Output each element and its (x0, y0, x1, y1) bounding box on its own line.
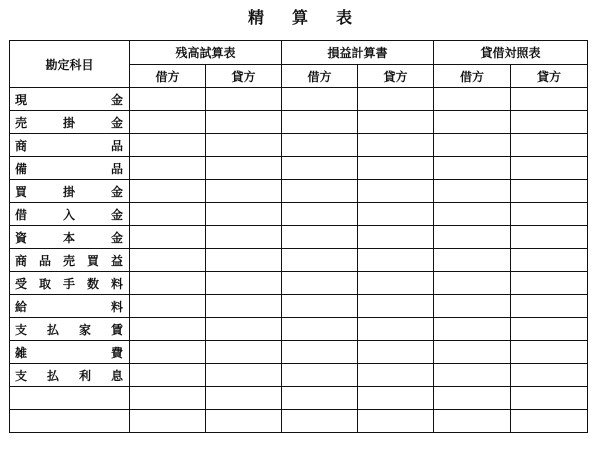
balance-sheet-credit-cell (511, 364, 588, 387)
trial-balance-credit-cell (206, 157, 282, 180)
balance-sheet-debit-cell (434, 341, 511, 364)
balance-sheet-credit-cell (511, 134, 588, 157)
trial-balance-credit-cell (206, 134, 282, 157)
income-statement-credit-cell (358, 318, 434, 341)
table-row (10, 410, 588, 433)
trial-balance-credit-cell (206, 180, 282, 203)
account-name-cell (10, 272, 130, 295)
account-name (15, 203, 123, 225)
income-statement-debit-cell (282, 341, 358, 364)
income-statement-credit-cell (358, 410, 434, 433)
account-name-glyph: 支 (15, 322, 28, 337)
account-name (15, 272, 123, 294)
balance-sheet-debit-cell (434, 249, 511, 272)
balance-sheet-debit-cell (434, 226, 511, 249)
account-name (15, 249, 123, 271)
account-name-glyph: 商 (15, 253, 28, 268)
account-name-cell (10, 203, 130, 226)
income-statement-header: 損益計算書 (282, 41, 434, 65)
trial-balance-credit-cell (206, 318, 282, 341)
trial-balance-debit-cell (130, 341, 206, 364)
table-row (10, 226, 588, 249)
trial-balance-credit-cell (206, 341, 282, 364)
account-name-glyph: 商 (15, 138, 28, 153)
account-name (15, 341, 123, 363)
account-name-glyph: 入 (62, 207, 75, 222)
trial-balance-debit-cell (130, 134, 206, 157)
balance-sheet-debit-cell (434, 111, 511, 134)
balance-sheet-debit-header: 借方 (434, 65, 511, 88)
trial-balance-debit-header: 借方 (130, 65, 206, 88)
income-statement-credit-cell (358, 295, 434, 318)
account-name-glyph: 掛 (62, 115, 75, 130)
account-name-glyph: 受 (15, 276, 28, 291)
balance-sheet-credit-cell (511, 295, 588, 318)
account-name-cell (10, 226, 130, 249)
balance-sheet-credit-cell (511, 341, 588, 364)
account-name (15, 134, 123, 156)
income-statement-debit-cell (282, 157, 358, 180)
account-name-glyph: 金 (110, 92, 123, 107)
income-statement-debit-cell (282, 111, 358, 134)
income-statement-credit-cell (358, 134, 434, 157)
account-name (15, 364, 123, 386)
income-statement-credit-cell (358, 88, 434, 111)
balance-sheet-credit-cell (511, 272, 588, 295)
account-name-glyph: 手 (62, 276, 75, 291)
account-name (15, 88, 123, 110)
account-name (15, 226, 123, 248)
account-name-glyph: 取 (38, 276, 51, 291)
income-statement-debit-cell (282, 318, 358, 341)
account-name-glyph: 給 (15, 299, 28, 314)
trial-balance-credit-cell (206, 249, 282, 272)
income-statement-credit-cell (358, 180, 434, 203)
account-name (15, 111, 123, 133)
account-name-glyph: 払 (46, 322, 59, 337)
trial-balance-debit-cell (130, 318, 206, 341)
account-name-glyph: 現 (15, 92, 28, 107)
account-name-glyph: 利 (78, 368, 91, 383)
trial-balance-credit-cell (206, 88, 282, 111)
account-name-cell (10, 88, 130, 111)
balance-sheet-header: 貸借対照表 (434, 41, 588, 65)
balance-sheet-debit-cell (434, 318, 511, 341)
account-name-glyph: 買 (86, 253, 99, 268)
account-name-cell (10, 364, 130, 387)
account-name-glyph: 品 (110, 138, 123, 153)
account-name-cell (10, 180, 130, 203)
balance-sheet-credit-cell (511, 88, 588, 111)
account-column-header: 勘定科目 (10, 41, 130, 88)
account-name (15, 295, 123, 317)
account-name-cell (10, 111, 130, 134)
balance-sheet-credit-cell (511, 157, 588, 180)
account-name-cell (10, 249, 130, 272)
trial-balance-debit-cell (130, 203, 206, 226)
account-name-glyph: 払 (46, 368, 59, 383)
table-row (10, 318, 588, 341)
account-name-cell (10, 410, 130, 433)
account-name (15, 157, 123, 179)
account-name-glyph: 借 (15, 207, 28, 222)
table-row (10, 180, 588, 203)
account-name-cell (10, 387, 130, 410)
income-statement-debit-cell (282, 180, 358, 203)
account-name-cell (10, 318, 130, 341)
account-name-cell (10, 157, 130, 180)
account-name-glyph: 金 (110, 115, 123, 130)
account-name-glyph: 売 (15, 115, 28, 130)
balance-sheet-credit-cell (511, 249, 588, 272)
income-statement-credit-cell (358, 387, 434, 410)
account-name-glyph: 費 (110, 345, 123, 360)
income-statement-credit-cell (358, 203, 434, 226)
trial-balance-credit-header: 貸方 (206, 65, 282, 88)
account-name-glyph: 売 (62, 253, 75, 268)
income-statement-credit-cell (358, 341, 434, 364)
account-name-glyph: 賃 (110, 322, 123, 337)
balance-sheet-debit-cell (434, 180, 511, 203)
income-statement-credit-cell (358, 226, 434, 249)
balance-sheet-credit-cell (511, 203, 588, 226)
balance-sheet-credit-cell (511, 318, 588, 341)
income-statement-debit-cell (282, 295, 358, 318)
income-statement-credit-cell (358, 157, 434, 180)
balance-sheet-credit-cell (511, 111, 588, 134)
account-name (15, 180, 123, 202)
account-name-glyph: 品 (38, 253, 51, 268)
trial-balance-debit-cell (130, 249, 206, 272)
trial-balance-debit-cell (130, 295, 206, 318)
balance-sheet-credit-cell (511, 387, 588, 410)
account-name (15, 318, 123, 340)
account-name-glyph: 品 (110, 161, 123, 176)
table-row (10, 295, 588, 318)
account-name-glyph: 備 (15, 161, 28, 176)
account-name (15, 410, 123, 432)
account-name-glyph: 数 (86, 276, 99, 291)
balance-sheet-credit-cell (511, 180, 588, 203)
account-name-glyph: 金 (110, 184, 123, 199)
account-name-glyph: 買 (15, 184, 28, 199)
income-statement-debit-cell (282, 272, 358, 295)
income-statement-credit-cell (358, 249, 434, 272)
table-row (10, 341, 588, 364)
balance-sheet-credit-header: 貸方 (511, 65, 588, 88)
trial-balance-credit-cell (206, 364, 282, 387)
worksheet-body (10, 88, 588, 433)
trial-balance-credit-cell (206, 226, 282, 249)
trial-balance-credit-cell (206, 272, 282, 295)
balance-sheet-debit-cell (434, 272, 511, 295)
account-name-cell (10, 134, 130, 157)
account-name-glyph: 金 (110, 207, 123, 222)
income-statement-credit-cell (358, 272, 434, 295)
account-name-glyph: 掛 (62, 184, 75, 199)
account-name-cell (10, 295, 130, 318)
trial-balance-debit-cell (130, 410, 206, 433)
trial-balance-credit-cell (206, 203, 282, 226)
balance-sheet-debit-cell (434, 88, 511, 111)
account-name-glyph: 本 (62, 230, 75, 245)
worksheet-table (9, 40, 588, 433)
income-statement-debit-cell (282, 410, 358, 433)
income-statement-debit-cell (282, 226, 358, 249)
trial-balance-debit-cell (130, 111, 206, 134)
balance-sheet-debit-cell (434, 134, 511, 157)
trial-balance-header: 残高試算表 (130, 41, 282, 65)
account-name-glyph: 資 (15, 230, 28, 245)
table-row (10, 387, 588, 410)
income-statement-debit-cell (282, 203, 358, 226)
trial-balance-debit-cell (130, 88, 206, 111)
account-name-glyph: 家 (78, 322, 91, 337)
trial-balance-debit-cell (130, 157, 206, 180)
account-name (15, 387, 123, 409)
income-statement-debit-cell (282, 88, 358, 111)
balance-sheet-debit-cell (434, 157, 511, 180)
table-row (10, 272, 588, 295)
account-name-glyph: 料 (110, 299, 123, 314)
account-name-glyph: 雑 (15, 345, 28, 360)
trial-balance-credit-cell (206, 111, 282, 134)
balance-sheet-debit-cell (434, 364, 511, 387)
balance-sheet-debit-cell (434, 410, 511, 433)
table-row (10, 249, 588, 272)
table-row (10, 157, 588, 180)
income-statement-credit-header: 貸方 (358, 65, 434, 88)
trial-balance-debit-cell (130, 226, 206, 249)
table-row (10, 364, 588, 387)
account-name-glyph: 息 (110, 368, 123, 383)
income-statement-debit-cell (282, 387, 358, 410)
income-statement-debit-cell (282, 249, 358, 272)
trial-balance-debit-cell (130, 180, 206, 203)
balance-sheet-debit-cell (434, 295, 511, 318)
account-name-glyph: 料 (110, 276, 123, 291)
trial-balance-debit-cell (130, 364, 206, 387)
trial-balance-debit-cell (130, 272, 206, 295)
worksheet-title: 精算表 (247, 8, 380, 27)
account-name-glyph: 支 (15, 368, 28, 383)
account-name-cell (10, 341, 130, 364)
account-name-glyph: 金 (110, 230, 123, 245)
trial-balance-credit-cell (206, 387, 282, 410)
balance-sheet-credit-cell (511, 410, 588, 433)
trial-balance-credit-cell (206, 410, 282, 433)
table-row (10, 134, 588, 157)
income-statement-debit-header: 借方 (282, 65, 358, 88)
table-row (10, 88, 588, 111)
income-statement-credit-cell (358, 111, 434, 134)
balance-sheet-debit-cell (434, 203, 511, 226)
income-statement-debit-cell (282, 364, 358, 387)
balance-sheet-debit-cell (434, 387, 511, 410)
income-statement-debit-cell (282, 134, 358, 157)
income-statement-credit-cell (358, 364, 434, 387)
table-row (10, 203, 588, 226)
trial-balance-debit-cell (130, 387, 206, 410)
trial-balance-credit-cell (206, 295, 282, 318)
balance-sheet-credit-cell (511, 226, 588, 249)
account-name-glyph: 益 (110, 253, 123, 268)
table-row (10, 111, 588, 134)
